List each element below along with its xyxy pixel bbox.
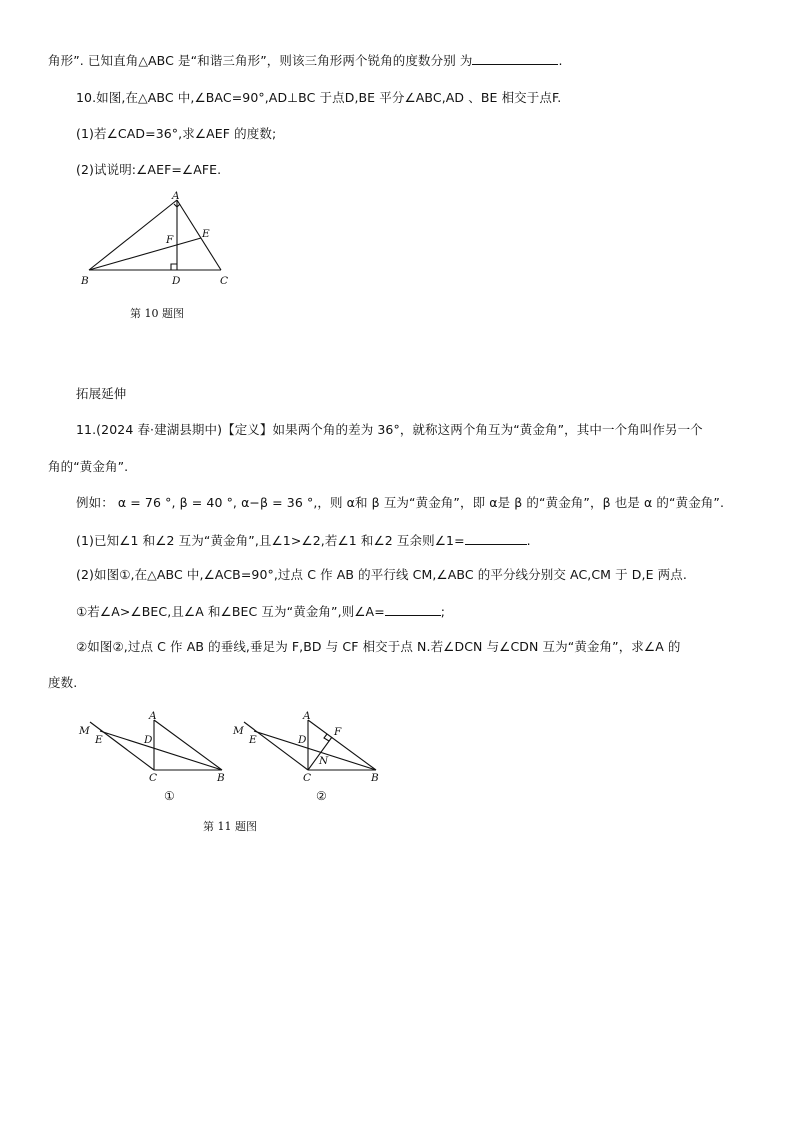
label-e: E bbox=[95, 734, 103, 746]
label-a: A bbox=[149, 710, 157, 722]
question-11-title: 11.(2024 春·建湖县期中)【定义】如果两个角的差为 36°，就称这两个角互为“黄金角”，其中一个角叫作另一个 bbox=[76, 422, 703, 437]
label-e: E bbox=[249, 734, 257, 746]
label-c: C bbox=[303, 772, 312, 784]
label-d: D bbox=[298, 734, 307, 746]
period: . bbox=[526, 533, 531, 548]
label-c: C bbox=[220, 275, 229, 287]
label-b: B bbox=[217, 772, 225, 784]
question-11-part2a-text: ①若∠A>∠BEC,且∠A 和∠BEC 互为“黄金角”,则∠A= bbox=[76, 604, 385, 619]
figure-11-caption: 第 11 题图 bbox=[203, 820, 257, 833]
question-11-part2b: ②如图②,过点 C 作 AB 的垂线,垂足为 F,BD 与 CF 相交于点 N.若∠DCN 与∠CDN 互为“黄金角”，求∠A 的 bbox=[76, 639, 681, 654]
figure-10-caption: 第 10 题图 bbox=[130, 307, 184, 320]
example-line: 例如： α = 76 °, β = 40 °, α−β = 36 °,，则 α和 β 互为“黄金角”，即 α是 β 的“黄金角”，β 也是 α 的“黄金角”. bbox=[76, 495, 725, 510]
label-f: F bbox=[166, 234, 174, 246]
question-11-part1 bbox=[76, 532, 531, 549]
answer-blank-angle-a bbox=[385, 603, 441, 616]
figure-11-2 bbox=[230, 708, 390, 808]
line-cm bbox=[90, 722, 154, 770]
answer-blank-angles bbox=[472, 52, 558, 65]
question-10-title: 10.如图,在△ABC 中,∠BAC=90°,AD⊥BC 于点D,BE 平分∠ABC,AD 、BE 相交于点F. bbox=[76, 90, 562, 105]
segment-ac bbox=[177, 200, 221, 270]
label-n: N bbox=[319, 755, 329, 767]
right-angle-mark-d bbox=[171, 264, 177, 270]
label-b: B bbox=[371, 772, 379, 784]
label-m: M bbox=[233, 725, 244, 737]
label-a: A bbox=[172, 190, 180, 202]
segment-ab bbox=[89, 200, 177, 270]
figure-11-1 bbox=[76, 708, 236, 808]
section-heading: 拓展延伸 bbox=[76, 386, 127, 401]
label-a: A bbox=[303, 710, 311, 722]
label-d: D bbox=[144, 734, 153, 746]
figure-10 bbox=[80, 192, 250, 292]
label-c: C bbox=[149, 772, 158, 784]
label-e: E bbox=[202, 228, 210, 240]
question-10-part2: (2)试说明:∠AEF=∠AFE. bbox=[76, 162, 222, 177]
question-11-title-cont: 角的“黄金角”. bbox=[48, 459, 129, 474]
question-11-part2a bbox=[76, 603, 445, 620]
text-line-continuation bbox=[48, 52, 563, 69]
question-10-part1: (1)若∠CAD=36°,求∠AEF 的度数; bbox=[76, 126, 277, 141]
figure-number-1: ① bbox=[164, 789, 175, 803]
semicolon: ; bbox=[440, 604, 446, 619]
label-b: B bbox=[81, 275, 89, 287]
segment-be bbox=[100, 731, 222, 770]
segment-be bbox=[89, 238, 201, 270]
question-11-part2: (2)如图①,在△ABC 中,∠ACB=90°,过点 C 作 AB 的平行线 CM,∠ABC 的平分线分别交 AC,CM 于 D,E 两点. bbox=[76, 567, 687, 582]
figure-number-2: ② bbox=[316, 789, 327, 803]
segment-ab bbox=[154, 720, 222, 770]
question-11-part1-text: (1)已知∠1 和∠2 互为“黄金角”,且∠1>∠2,若∠1 和∠2 互余则∠1= bbox=[76, 533, 465, 548]
label-m: M bbox=[79, 725, 90, 737]
answer-blank-angle1 bbox=[465, 532, 527, 545]
period: . bbox=[558, 53, 563, 68]
text-continuation: 角形”. 已知直角△ABC 是“和谐三角形”，则该三角形两个锐角的度数分别 为 bbox=[48, 53, 473, 68]
line-cm bbox=[244, 722, 308, 770]
label-f: F bbox=[334, 726, 342, 738]
segment-be bbox=[254, 731, 376, 770]
question-11-part2b-cont: 度数. bbox=[48, 675, 78, 690]
label-d: D bbox=[172, 275, 181, 287]
